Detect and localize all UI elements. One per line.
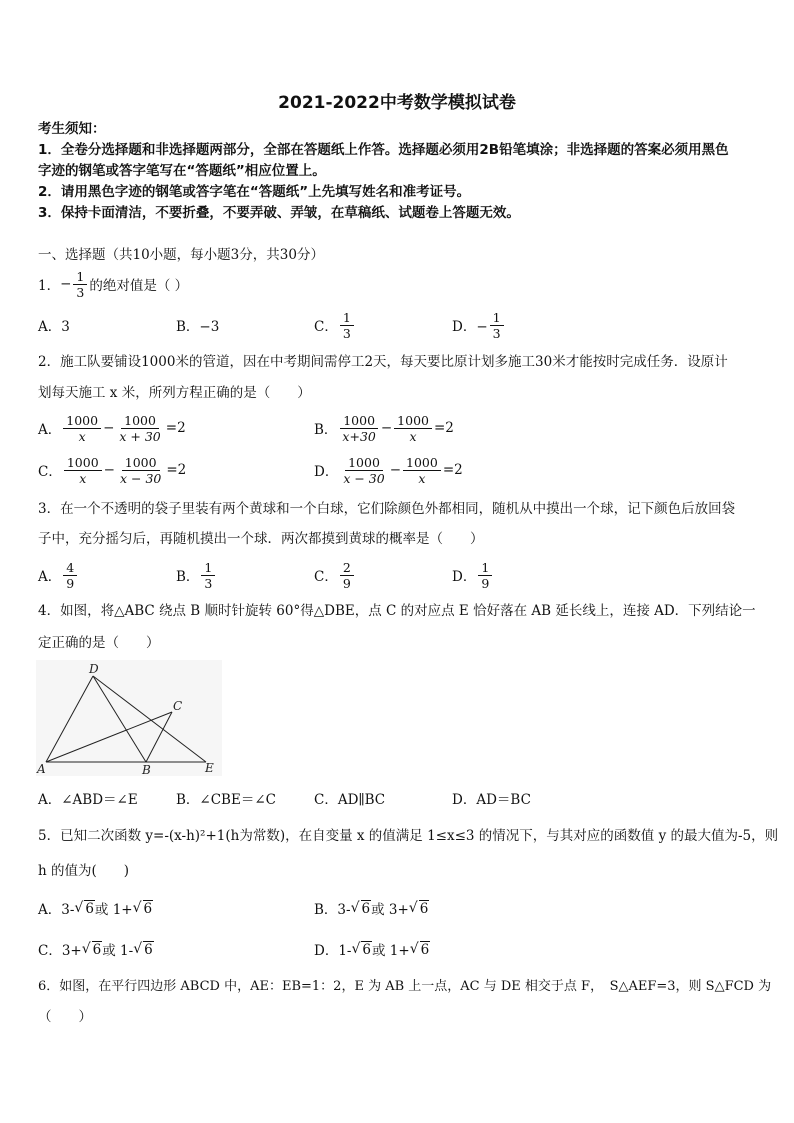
option-label: B．	[314, 422, 338, 438]
denominator: x + 30	[119, 428, 161, 444]
numerator: 1000	[394, 413, 432, 429]
label-d: D	[89, 662, 99, 676]
denominator: x+30	[342, 428, 376, 444]
option-d[interactable]	[314, 450, 463, 490]
equation-rhs: =2	[166, 462, 187, 478]
fraction	[339, 413, 378, 444]
option-b[interactable]	[314, 408, 454, 448]
sqrt-icon: √	[350, 900, 360, 916]
notice-item: 2．请用黑色字迹的钢笔或答字笔在“答题纸”上先填写姓名和准考证号。	[38, 184, 471, 200]
option-a[interactable]: A．3	[38, 319, 70, 335]
option-b[interactable]: B．−3	[176, 319, 220, 335]
numerator: 4	[63, 560, 77, 576]
denominator: x − 30	[119, 470, 162, 486]
numerator: 1000	[122, 455, 160, 471]
numerator: 1000	[340, 413, 378, 429]
fraction	[403, 455, 441, 486]
radicand: 6	[361, 900, 371, 917]
fraction	[478, 560, 492, 591]
connector-text: 或 3+	[371, 902, 409, 918]
notice-item: 1．全卷分选择题和非选择题两部分，全部在答题纸上作答。选择题必须用2B铅笔填涂；非选择题的答案必须用黑色	[38, 142, 729, 158]
denominator: x	[79, 470, 87, 486]
option-a[interactable]	[38, 408, 186, 448]
fraction	[116, 413, 163, 444]
connector-text: 或 1-	[102, 943, 134, 959]
option-c[interactable]	[314, 305, 356, 345]
operator: −	[380, 420, 393, 436]
label-a: A	[37, 762, 46, 776]
question-2-text: 划每天施工 x 米，所列方程正确的是（ ）	[38, 385, 311, 401]
notice-item: 3．保持卡面清洁，不要折叠，不要弄破、弄皱，在草稿纸、试题卷上答题无效。	[38, 205, 520, 221]
triangle-rotation-figure	[36, 660, 222, 776]
option-a[interactable]: A．∠ABD＝∠E	[38, 792, 138, 808]
denominator: x	[418, 470, 426, 486]
fraction	[63, 413, 101, 444]
fraction	[117, 455, 164, 486]
option-label: B．	[176, 569, 200, 585]
radicand: 6	[420, 941, 430, 958]
option-b[interactable]	[176, 555, 217, 595]
option-label: D．	[314, 464, 339, 480]
section-heading: 一、选择题（共10小题，每小题3分，共30分）	[38, 247, 324, 263]
connector-text: 或 1+	[372, 943, 410, 959]
fraction	[340, 560, 354, 591]
equation-rhs: =2	[433, 420, 454, 436]
equation-rhs: =2	[442, 462, 463, 478]
numerator: 1	[73, 269, 87, 285]
option-d[interactable]	[452, 555, 494, 595]
equation-rhs: =2	[165, 420, 186, 436]
question-5-text: h 的值为( )	[38, 863, 130, 879]
option-label: C．3+	[38, 943, 82, 959]
option-a[interactable]	[38, 888, 153, 928]
numerator: 2	[340, 560, 354, 576]
option-b[interactable]	[314, 888, 429, 928]
question-6-text: （ ）	[38, 1009, 92, 1025]
option-label: A．	[38, 422, 62, 438]
option-d[interactable]: D．AD＝BC	[452, 792, 531, 808]
sqrt-icon: √	[408, 900, 418, 916]
sqrt-icon: √	[74, 900, 84, 916]
denominator: 9	[66, 575, 75, 591]
denominator: 3	[342, 325, 351, 341]
numerator: 1000	[121, 413, 159, 429]
label-c: C	[173, 699, 183, 713]
option-label: C．	[38, 464, 62, 480]
option-label: D．	[452, 569, 477, 585]
option-b[interactable]: B．∠CBE＝∠C	[176, 792, 276, 808]
option-label: A．3-	[38, 902, 75, 918]
numerator: 1	[478, 560, 492, 576]
operator: −	[103, 420, 115, 436]
sqrt-icon: √	[351, 941, 361, 957]
radicand: 6	[144, 941, 153, 958]
denominator: x	[78, 428, 86, 444]
option-c[interactable]	[38, 929, 154, 969]
numerator: 1	[340, 310, 354, 326]
question-4-text: 4．如图，将△ABC 绕点 B 顺时针旋转 60°得△DBE，点 C 的对应点 E 恰好落在 AB 延长线上，连接 AD．下列结论一	[38, 603, 756, 619]
radicand: 6	[92, 941, 102, 958]
label-b: B	[142, 763, 151, 776]
numerator: 1000	[345, 455, 383, 471]
fraction	[394, 413, 432, 444]
option-c[interactable]: C．AD∥BC	[314, 792, 386, 808]
sqrt-icon: √	[132, 900, 142, 916]
radicand: 6	[85, 900, 94, 917]
sqrt-icon: √	[81, 941, 91, 957]
figure-background	[36, 660, 222, 776]
radicand: 6	[362, 941, 371, 958]
question-text: 的绝对值是（ ）	[89, 278, 189, 294]
denominator: x − 30	[343, 470, 385, 486]
option-label: C．	[314, 569, 338, 585]
option-label: D．−	[452, 319, 488, 335]
numerator: 1	[490, 310, 504, 326]
label-e: E	[205, 761, 214, 775]
operator: −	[389, 462, 402, 478]
connector-text: 或 1+	[94, 902, 133, 918]
minus-sign: −	[60, 276, 72, 292]
fraction	[201, 560, 215, 591]
denominator: x	[409, 428, 417, 444]
question-number: 1．	[38, 278, 61, 294]
fraction	[340, 455, 387, 486]
numerator: 1000	[63, 413, 101, 429]
option-d[interactable]	[452, 305, 506, 345]
notice-item: 字迹的钢笔或答字笔写在“答题纸”相应位置上。	[38, 163, 326, 179]
numerator: 1000	[64, 455, 102, 471]
question-5-text: 5．已知二次函数 y=-(x-h)²+1(h为常数)，在自变量 x 的值满足 1≤x≤3 的情况下，与其对应的函数值 y 的最大值为-5，则	[38, 828, 779, 844]
question-4-text: 定正确的是（ ）	[38, 635, 160, 651]
denominator: 3	[204, 575, 213, 591]
denominator: 3	[76, 284, 85, 300]
question-3-text: 3．在一个不透明的袋子里装有两个黄球和一个白球，它们除颜色外都相同，随机从中摸出一个球，记下颜色后放回袋	[38, 501, 736, 517]
option-label: D．1-	[314, 943, 352, 959]
option-c[interactable]	[314, 555, 356, 595]
fraction	[63, 560, 77, 591]
radicand: 6	[143, 900, 153, 917]
option-a[interactable]	[38, 555, 79, 595]
page-title: 2021-2022中考数学模拟试卷	[278, 93, 516, 113]
denominator: 9	[481, 575, 490, 591]
sqrt-icon: √	[409, 941, 419, 957]
numerator: 1	[201, 560, 215, 576]
option-d[interactable]	[314, 929, 430, 969]
option-c[interactable]	[38, 450, 186, 490]
option-label: A．	[38, 569, 62, 585]
option-label: B．3-	[314, 902, 351, 918]
fraction	[73, 269, 87, 300]
question-6-text: 6．如图，在平行四边形 ABCD 中，AE：EB=1：2，E 为 AB 上一点，AC 与 DE 相交于点 F， S△AEF=3，则 S△FCD 为	[38, 979, 772, 994]
denominator: 3	[492, 325, 501, 341]
notice-heading: 考生须知：	[38, 121, 106, 137]
sqrt-icon: √	[133, 941, 143, 957]
question-2-text: 2．施工队要铺设1000米的管道，因在中考期间需停工2天，每天要比原计划多施工30米才能按时完成任务．设原计	[38, 354, 728, 370]
question-3-text: 子中，充分摇匀后，再随机摸出一个球．两次都摸到黄球的概率是（ ）	[38, 531, 484, 547]
option-label: C．	[314, 319, 338, 335]
radicand: 6	[419, 900, 429, 917]
numerator: 1000	[403, 455, 441, 471]
fraction	[64, 455, 102, 486]
fraction	[490, 310, 504, 341]
denominator: 9	[342, 575, 351, 591]
fraction	[340, 310, 354, 341]
operator: −	[103, 462, 115, 478]
question-1	[38, 264, 188, 304]
